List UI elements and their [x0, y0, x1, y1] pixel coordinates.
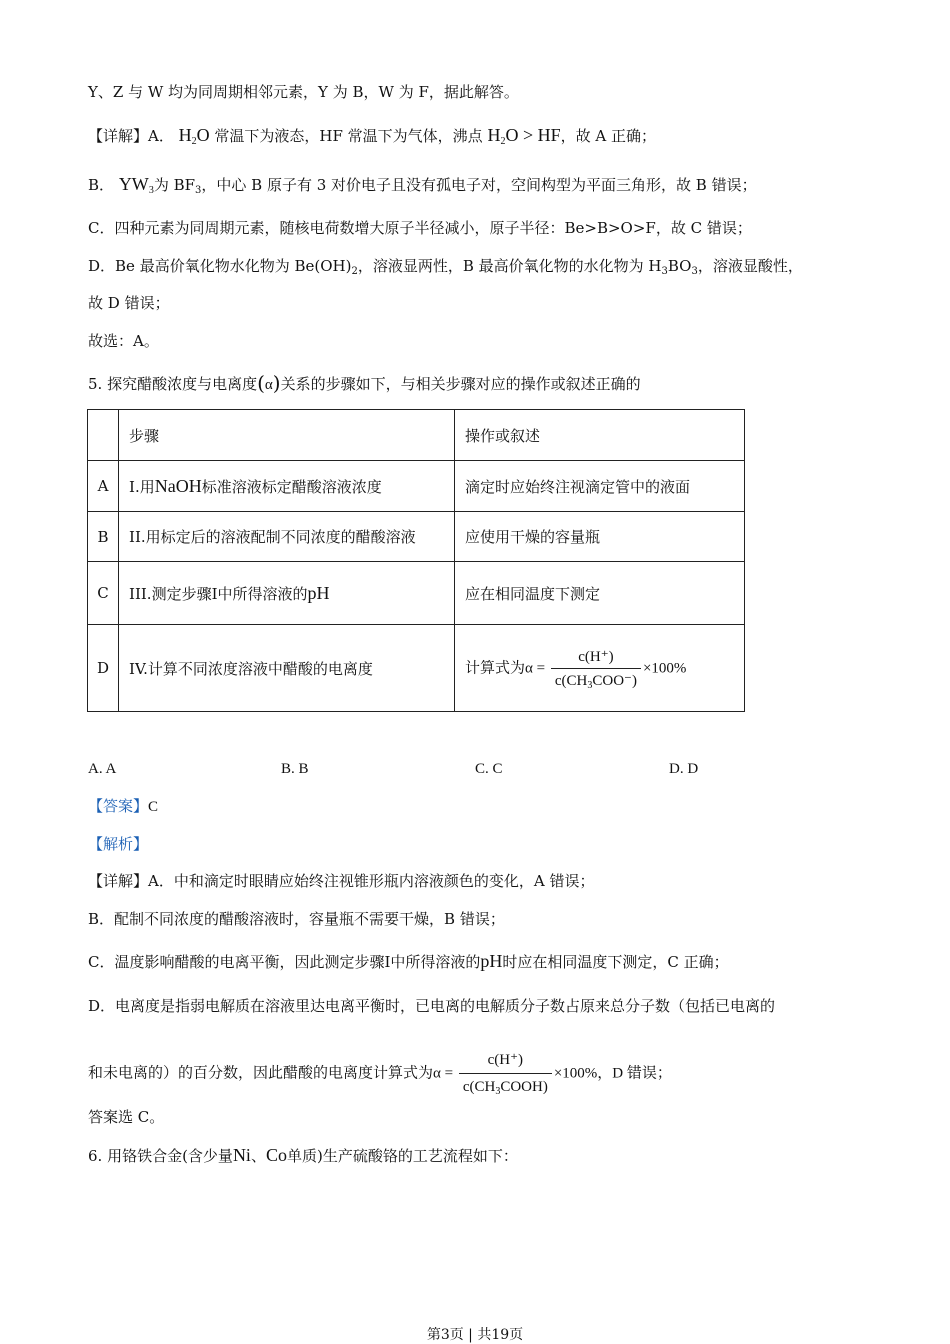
text-line [88, 124, 656, 147]
text-line: 和未电离的）的百分数，因此醋酸的电离度计算式为α = $\frac{c(H^+)}{c(CH_3COOH)}$ ×100%，D 错误； [88, 1049, 672, 1098]
row-label: C [88, 562, 119, 625]
row-step: III.测定步骤I中所得溶液的pH [119, 562, 455, 625]
table-row [88, 625, 745, 712]
row-op: 应使用干燥的容量瓶 [455, 512, 745, 562]
row-op: 滴定时应始终注视滴定管中的液面 [455, 461, 745, 512]
answer-value: C [148, 799, 159, 815]
formula-h2o-gt-hf: $H_2O$ > HF [487, 125, 561, 147]
text-line: 答案选 C。 [88, 1108, 165, 1126]
text-line: Y、Z 与 W 均为同周期相邻元素，Y 为 B，W 为 F，据此解答。 [88, 83, 519, 101]
text-line: C．四种元素为同周期元素，随核电荷数增大原子半径减小，原子半径：Be>B>O>F，故 C 错误； [88, 219, 752, 237]
formula-yw3: $YW_3$ [118, 174, 154, 196]
text-line: D．电离度是指弱电解质在溶液里达电离平衡时，已电离的电解质分子数占原来总分子数（包括已电离的 [88, 997, 776, 1015]
text-line: 【详解】A．中和滴定时眼睛应始终注视锥形瓶内溶液颜色的变化，A 错误； [88, 872, 595, 890]
row-label: B [88, 512, 119, 562]
row-label: D [88, 625, 119, 712]
option-letter: A． [148, 127, 174, 145]
ionization-formula: $\frac{c(H^+)}{c(CH_3COO^-)}$ [551, 647, 641, 690]
row-op: 应在相同温度下测定 [455, 562, 745, 625]
option-c: C. C [475, 761, 503, 777]
table-header-op: 操作或叙述 [455, 410, 745, 461]
text-line: C．温度影响醋酸的电离平衡，因此测定步骤I中所得溶液的pH时应在相同温度下测定，C 正确； [88, 951, 729, 971]
text-line: B．配制不同浓度的醋酸溶液时，容量瓶不需要干燥，B 错误； [88, 910, 505, 928]
page-footer: 第3页 | 共19页 [426, 1327, 524, 1343]
row-step: IV.计算不同浓度溶液中醋酸的电离度 [119, 625, 455, 712]
row-label: A [88, 461, 119, 512]
detail-tag: 【详解】 [88, 127, 149, 145]
table-header-row [88, 410, 745, 461]
answer-line [88, 795, 158, 818]
option-b: B. B [281, 761, 309, 777]
alpha-symbol: α [264, 377, 273, 393]
question-6-stem: 6. 用铬铁合金(含少量Ni、Co单质)生产硫酸铬的工艺流程如下： [88, 1145, 518, 1165]
formula-h2o: $H_2O$ [178, 125, 210, 147]
text-line: B． $YW_3$为 $BF_3$，中心 B 原子有 3 对价电子且没有孤电子对，空间构型为平面三角形，故 B 错误； [88, 174, 757, 196]
option-a: A. A [88, 761, 117, 777]
answer-tag: 【答案】 [88, 797, 149, 815]
table-cell [88, 410, 119, 461]
text-segment: 常温下为液态，HF 常温下为气体，沸点 [214, 127, 483, 145]
ionization-formula-answer: $\frac{c(H^+)}{c(CH_3COOH)}$ [459, 1049, 552, 1098]
text-segment: ，故 A 正确； [560, 127, 657, 145]
row-step: I.用NaOH标准溶液标定醋酸溶液浓度 [119, 461, 455, 512]
row-step: II.用标定后的溶液配制不同浓度的醋酸溶液 [119, 512, 455, 562]
option-d: D. D [669, 761, 699, 777]
analysis-tag: 【解析】 [88, 835, 149, 853]
text-line: 故选：A。 [88, 332, 159, 350]
table-header-step: 步骤 [119, 410, 455, 461]
text-line: 故 D 错误； [88, 294, 170, 312]
table-row [88, 562, 745, 625]
table-row [88, 512, 745, 562]
table-row [88, 461, 745, 512]
text-line: D．Be 最高价氧化物水化物为 $Be(OH)_2$，溶液显两性，B 最高价氧化物的水化物为 $H_3BO_3$，溶液显酸性， [88, 257, 803, 277]
steps-table [87, 409, 745, 712]
question-5-stem: 5. 探究醋酸浓度与电离度(α)关系的步骤如下，与相关步骤对应的操作或叙述正确的 [88, 371, 641, 395]
row-op: 计算式为α = $\frac{c(H^+)}{c(CH_3COO^-)}$ ×100% [455, 625, 745, 712]
